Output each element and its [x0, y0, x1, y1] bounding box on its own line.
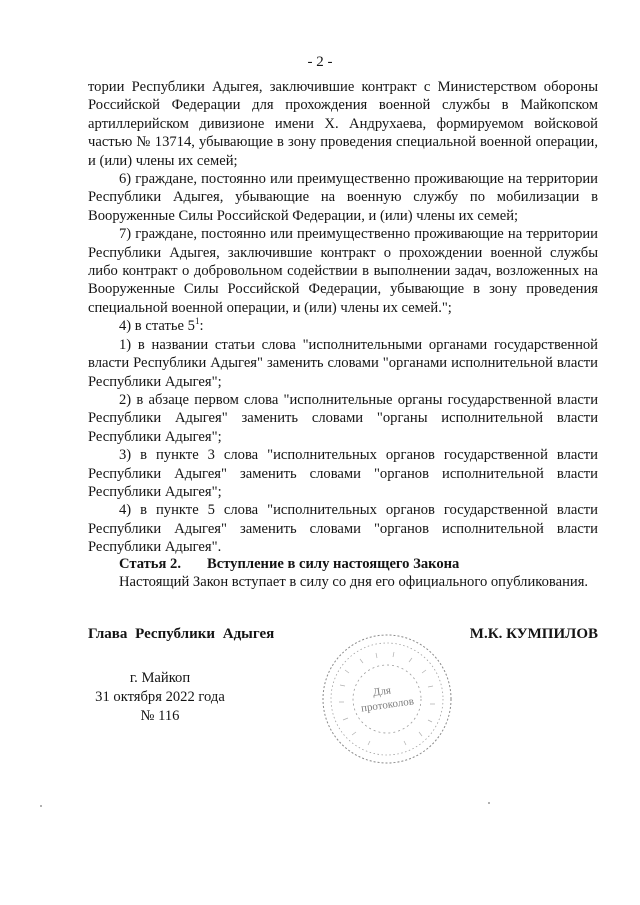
article-heading — [119, 555, 608, 573]
city: г. Майкоп — [129, 670, 191, 686]
paragraph-6: 6) граждане, постоянно или преимущественно проживающие на территории Республики Адыгея, убывающие на военную службу по мобилизации в Вооруженные Силы Российской Федерации, и (или) члены их семей; — [88, 171, 598, 224]
article-number: Статья 2. — [119, 556, 181, 572]
superscript: 1 — [194, 316, 200, 327]
page-number: - 2 - — [307, 54, 333, 70]
paragraph-1: тории Республики Адыгея, заключившие контракт с Министерством обороны Российской Федерации для прохождения военной службы в Майкопском артиллерийском дивизионе имени Х. Андрухаева, формируемом войсковой частью № 13714, убывающие в зону проведения специальной военной операции, и (или) члены их семей; — [88, 79, 598, 169]
scan-speck — [40, 805, 42, 807]
subitem-2: 2) в абзаце первом слова "исполнительные органы государственной власти Республики Адыгея" заменить словами "органы исполнительной власти Республики Адыгея"; — [88, 391, 598, 445]
signatory-name: М.К. КУМПИЛОВ — [469, 626, 598, 642]
article-title: Вступление в силу настоящего Закона — [207, 556, 460, 572]
item-4-text: 4) в статье 5 — [119, 318, 195, 335]
stamp-text-line1: Для — [372, 684, 392, 699]
law-text — [88, 78, 598, 557]
item-4-article-5 — [88, 317, 598, 335]
subitem-1: 1) в названии статьи слова "исполнительными органами государственной власти Республики Адыгея" заменить словами "органами исполнительной власти Республики Адыгея"; — [88, 336, 598, 390]
place-date-block — [80, 669, 240, 726]
signatory-title: Глава Республики Адыгея — [88, 626, 275, 642]
law-number: № 116 — [140, 708, 180, 724]
official-stamp — [318, 630, 456, 768]
article-text: Настоящий Закон вступает в силу со дня его официального опубликования. — [119, 574, 589, 591]
scan-speck — [488, 802, 490, 804]
item-4-colon: : — [199, 318, 204, 335]
date: 31 октября 2022 года — [95, 689, 225, 705]
subitem-4: 4) в пункте 5 слова "исполнительных органов государственной власти Республики Адыгея" заменить словами "органов исполнительной власти Республики Адыгея". — [88, 502, 598, 556]
paragraph-7: 7) граждане, постоянно или преимущественно проживающие на территории Республики Адыгея, заключившие контракт о прохождении военной службы либо контракт о добровольном содействии в выполнении задач, возложенных на Вооруженные Силы Российской Федерации, убывающие в зону проведения специальной военной операции, и (или) члены их семей."; — [88, 226, 598, 316]
subitem-3: 3) в пункте 3 слова "исполнительных органов государственной власти Республики Адыгея" заменить словами "органов исполнительной власти Республики Адыгея"; — [88, 447, 598, 500]
stamp-text-line2: протоколов — [360, 695, 415, 715]
article-2 — [88, 555, 608, 592]
